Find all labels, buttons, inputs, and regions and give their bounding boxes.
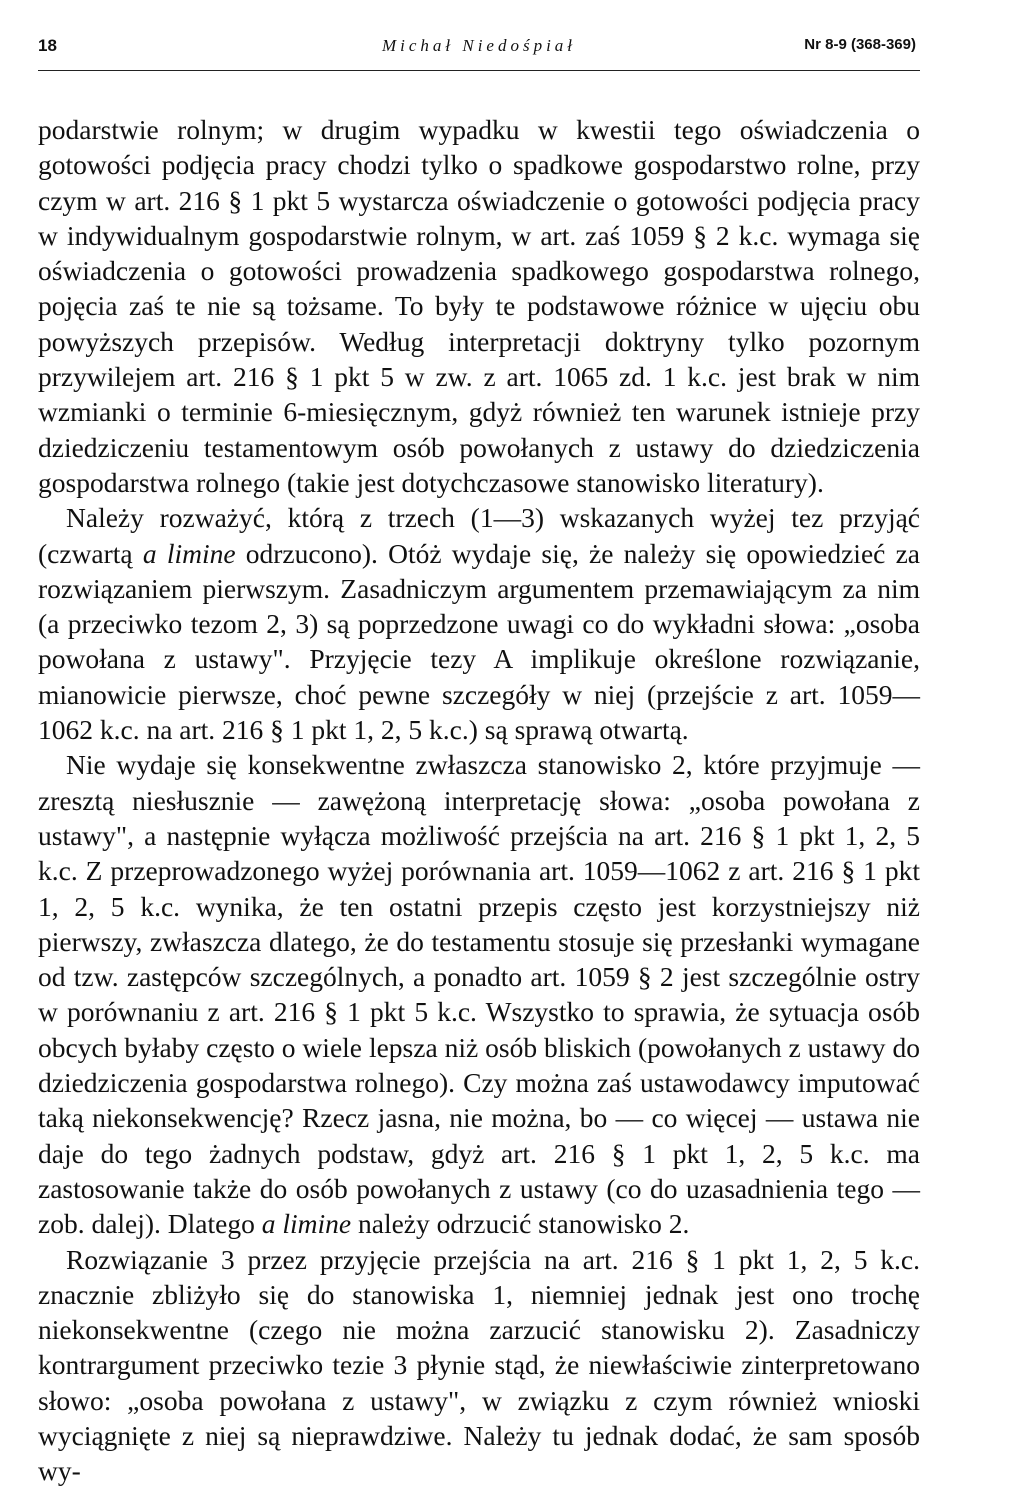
body-text	[38, 112, 920, 1489]
issue-info: Nr 8-9 (368-369)	[804, 36, 916, 53]
text-segment: odrzucono). Otóż wydaje się, że należy się opowiedzieć za rozwiązaniem pierwszym. Zasadniczym argumentem przemawiającym za nim (a przeciwko tezom 2, 3) są poprzedzone uwagi co do wykładni słowa: „osoba powołana z ustawy". Przyjęcie tezy A implikuje określone rozwiązanie, mianowicie pierwsze, choć pewne szczegóły w niej (przejście z art. 1059—1062 k.c. na art. 216 § 1 pkt 1, 2, 5 k.c.) są sprawą otwartą.	[38, 537, 920, 746]
paragraph	[38, 112, 920, 500]
header-rule	[38, 70, 920, 71]
paragraph	[38, 1242, 920, 1489]
paragraph	[38, 747, 920, 1241]
latin-phrase: a limine	[142, 537, 236, 569]
latin-phrase: a limine	[261, 1208, 352, 1240]
text-segment: Nie wydaje się konsekwentne zwłaszcza stanowisko 2, które przyjmuje — zresztą niesłusznie — zawężoną interpretację słowa: „osoba powołana z ustawy", a następnie wyłącza możliwość przejścia na art. 216 § 1 pkt 1, 2, 5 k.c. Z przeprowadzonego wyżej porównania art. 1059—1062 z art. 216 § 1 pkt 1, 2, 5 k.c. wynika, że ten ostatni przepis często jest korzystniejszy niż pierwszy, zwłaszcza dlatego, że do testamentu stosuje się przesłanki wymagane od tzw. zastępców szczególnych, a ponadto art. 1059 § 2 jest szczególnie ostry w porównaniu z art. 216 § 1 pkt 5 k.c. Wszystko to sprawia, że sytuacja osób obcych byłaby często o wiele lepsza niż osób bliskich (powołanych z ustawy do dziedziczenia gospodarstwa rolnego). Czy można zaś ustawodawcy imputować taką niekonsekwencję? Rzecz jasna, nie można, bo — co więcej — ustawa nie daje do tego żadnych podstaw, gdyż art. 216 § 1 pkt 1, 2, 5 k.c. ma zastosowanie także do osób powołanych z ustawy (co do uzasadnienia tego — zob. dalej). Dlatego	[38, 749, 920, 1240]
paragraph	[38, 500, 920, 747]
text-segment: Rozwiązanie 3 przez przyjęcie przejścia na art. 216 § 1 pkt 1, 2, 5 k.c. znacznie zbliżyło się do stanowiska 1, niemniej jednak jest ono trochę niekonsekwentne (czego nie można zarzucić stanowisku 2). Zasadniczy kontrargument przeciwko tezie 3 płynie stąd, że niewłaściwie zinterpretowano słowo: „osoba powołana z ustawy", w związku z czym również wnioski wyciągnięte z niej są nieprawdziwe. Należy tu jednak dodać, że sam sposób wy-	[38, 1243, 920, 1487]
page-header	[38, 36, 920, 64]
running-title: Michał Niedośpiał	[381, 36, 577, 55]
text-segment: podarstwie rolnym; w drugim wypadku w kwestii tego oświadczenia o gotowości podjęcia pracy chodzi tylko o spadkowe gospodarstwo rolne, przy czym w art. 216 § 1 pkt 5 wystarcza oświadczenie o gotowości podjęcia pracy w indywidualnym gospodarstwie rolnym, w art. zaś 1059 § 2 k.c. wymaga się oświadczenia o gotowości prowadzenia spadkowego gospodarstwa rolnego, pojęcia zaś te nie są tożsame. To były te podstawowe różnice w ujęciu obu powyższych przepisów. Według interpretacji doktryny tylko pozornym przywilejem art. 216 § 1 pkt 5 w zw. z art. 1065 zd. 1 k.c. jest brak w nim wzmianki o terminie 6-miesięcznym, gdyż również ten warunek istnieje przy dziedziczeniu testamentowym osób powołanych z ustawy do dziedziczenia gospodarstwa rolnego (takie jest dotychczasowe stanowisko literatury).	[38, 114, 920, 498]
text-segment: Należy rozważyć, którą z trzech (1—3) wskazanych wyżej tez przyjąć (czwartą	[38, 502, 920, 569]
page-number: 18	[38, 36, 57, 55]
text-segment: należy odrzucić stanowisko 2.	[351, 1208, 690, 1240]
document-page	[38, 0, 920, 1502]
